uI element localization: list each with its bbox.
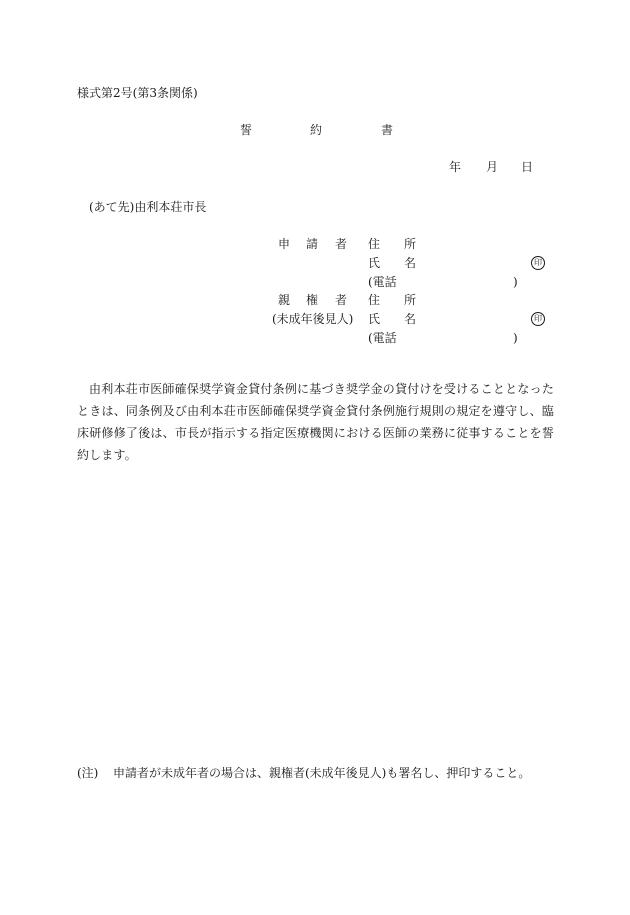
date-year-label: 年 (449, 160, 462, 174)
applicant-phone-close: ) (513, 275, 518, 289)
form-number: 様式第2号(第3条関係) (77, 86, 198, 100)
addressee: (あて先)由利本荘市長 (89, 200, 207, 214)
applicant-role-char-3: 者 (335, 237, 348, 251)
applicant-phone-open: (電話 (368, 275, 397, 289)
guardian-role-note: (未成年後見人) (272, 312, 354, 326)
applicant-role-char-1: 申 (278, 237, 291, 251)
note-label: (注) (77, 766, 99, 780)
guardian-phone-open: (電話 (368, 331, 397, 345)
guardian-role-char-3: 者 (335, 293, 348, 307)
title-char-2: 約 (310, 123, 323, 137)
date-month-label: 月 (486, 160, 499, 174)
applicant-seal-mark: 印 (531, 256, 545, 270)
applicant-role-char-2: 請 (306, 237, 319, 251)
guardian-role-char-1: 親 (278, 293, 291, 307)
date-day-label: 日 (521, 160, 534, 174)
guardian-address-label: 住 所 (368, 293, 417, 307)
guardian-phone-close: ) (513, 331, 518, 345)
guardian-name-label: 氏 名 (368, 312, 417, 326)
applicant-name-label: 氏 名 (368, 256, 417, 270)
title-char-1: 誓 (240, 123, 253, 137)
title-char-3: 書 (381, 123, 394, 137)
applicant-address-label: 住 所 (368, 237, 417, 251)
document-title (0, 123, 630, 137)
guardian-role-char-2: 権 (306, 293, 319, 307)
guardian-seal-mark: 印 (531, 312, 545, 326)
pledge-body-text: 由利本荘市医師確保奨学資金貸付条例に基づき奨学金の貸付けを受けることとなったときは、同条例及び由利本荘市医師確保奨学資金貸付条例施行規則の規定を遵守し、臨床研修修了後は、市長が指示する指定医療機関における医師の業務に従事することを誓約します。 (77, 382, 554, 462)
note-text: 申請者が未成年者の場合は、親権者(未成年後見人)も署名し、押印すること。 (113, 766, 531, 780)
